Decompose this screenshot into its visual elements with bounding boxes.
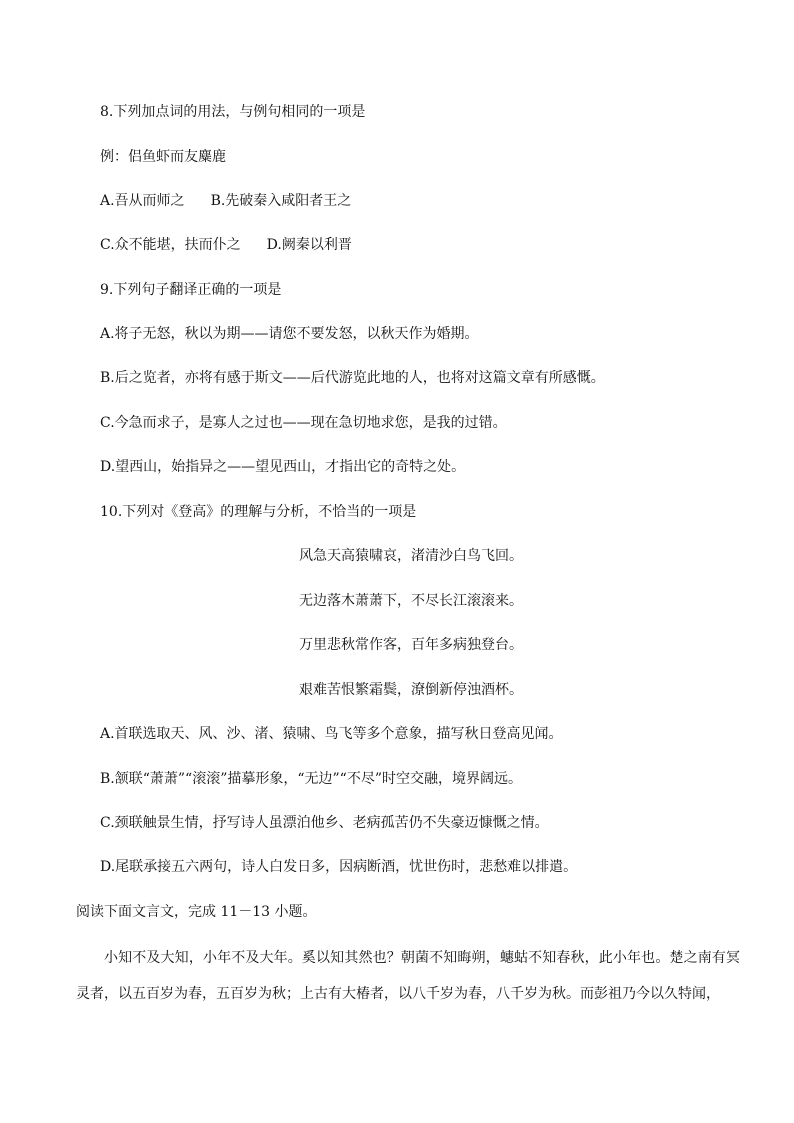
q8-option-c: C.众不能堪，扶而仆之 xyxy=(100,237,241,253)
poem-line-4: 艰难苦恨繁霜鬓，潦倒新停浊酒杯。 xyxy=(299,682,523,698)
poem-line-3: 万里悲秋常作客，百年多病独登台。 xyxy=(299,637,523,653)
q8-options-row-2 xyxy=(100,236,352,254)
q8-option-d: D.阙秦以利晋 xyxy=(266,237,352,253)
q8-options-row-1 xyxy=(100,192,351,210)
q9-option-b: B.后之览者，亦将有感于斯文——后代游览此地的人，也将对这篇文章有所感慨。 xyxy=(100,370,605,386)
reading-passage: 小知不及大知，小年不及大年。奚以知其然也？朝菌不知晦朔，蟪蛄不知春秋，此小年也。楚之南有冥灵者，以五百岁为春，五百岁为秋；上古有大椿者，以八千岁为春，八千岁为秋。而彭祖乃今以久特闻， xyxy=(76,950,740,1002)
q10-option-d: D.尾联承接五六两句，诗人白发日多，因病断酒，忧世伤时，悲愁难以排遣。 xyxy=(100,859,578,875)
poem-line-2: 无边落木萧萧下，不尽长江滚滚来。 xyxy=(299,593,523,609)
q9-stem: 9.下列句子翻译正确的一项是 xyxy=(100,282,282,298)
q10-stem: 10.下列对《登高》的理解与分析，不恰当的一项是 xyxy=(100,504,417,520)
q10-option-b: B.颔联“萧萧”“滚滚”描摹形象，“无边”“不尽”时空交融，境界阔远。 xyxy=(100,771,522,787)
q9-option-d: D.望西山，始指异之——望见西山，才指出它的奇特之处。 xyxy=(100,459,466,475)
q9-option-c: C.今急而求子，是寡人之过也——现在急切地求您，是我的过错。 xyxy=(100,415,507,431)
q8-option-a: A.吾从而师之 xyxy=(100,193,185,209)
q9-option-a: A.将子无怒，秋以为期——请您不要发怒，以秋天作为婚期。 xyxy=(100,326,479,342)
poem-line-1: 风急天高猿啸哀，渚清沙白鸟飞回。 xyxy=(299,548,523,564)
q10-option-c: C.颈联触景生情，抒写诗人虽漂泊他乡、老病孤苦仍不失豪迈慷慨之情。 xyxy=(100,815,549,831)
q8-option-b: B.先破秦入咸阳者王之 xyxy=(210,193,352,209)
q8-stem: 8.下列加点词的用法，与例句相同的一项是 xyxy=(100,104,366,120)
q8-example: 例：侣鱼虾而友麋鹿 xyxy=(100,149,226,165)
reading-intro: 阅读下面文言文，完成 11－13 小题。 xyxy=(76,904,317,920)
q10-option-a: A.首联选取天、风、沙、渚、猿啸、鸟飞等多个意象，描写秋日登高见闻。 xyxy=(100,726,563,742)
